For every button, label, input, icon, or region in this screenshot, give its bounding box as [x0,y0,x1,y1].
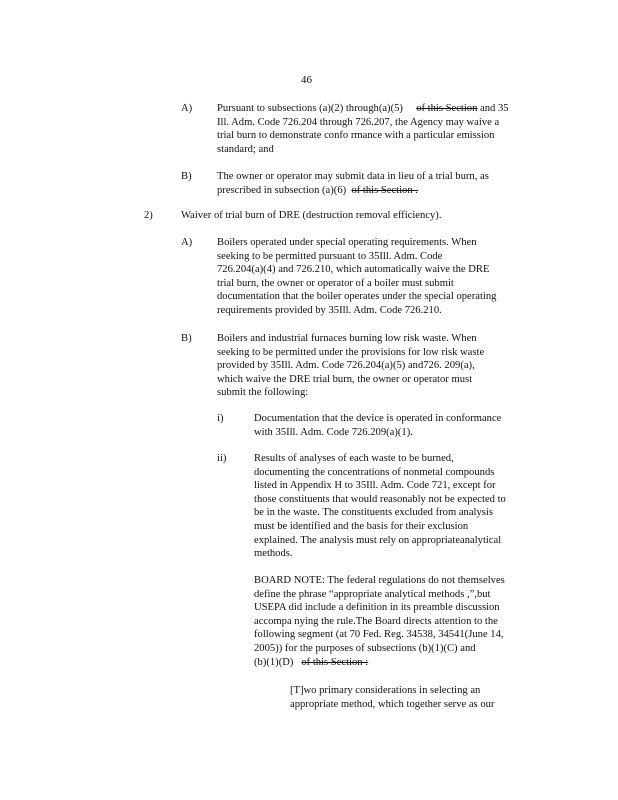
text-line: which waive the DRE trial burn, the owner or operator must [217,373,473,385]
text-line: with 35Ill. Adm. Code 726.209(a)(1). [254,426,413,438]
text-line: 726.204(a)(4) and 726.210, which automatically waive the DRE [217,264,490,276]
text-line: those constituents that would reasonably not be expected to [254,493,506,505]
paragraph-b-low-risk-waste [217,332,529,400]
text-line: Ill. Adm. Code 726.204 through 726.207, the Agency may waive a [217,116,500,128]
struck-text: of this Section : [301,656,369,668]
text-line: requirements provided by 35Ill. Adm. Code 726.210. [217,304,442,316]
heading-waiver-of-dre [181,209,481,223]
text-line: provided by 35Ill. Adm. Code 726.204(a)(5) and726. 209(a), [217,360,475,372]
text-line: Boilers and industrial furnaces burning low risk waste. When [217,333,477,344]
text-line: seeking to be permitted pursuant to 35Ill. Adm. Code [217,250,443,262]
text-line: explained. The analysis must rely on appropriateanalytical [254,534,502,546]
text-line: must be identified and the basis for their exclusion [254,520,469,532]
text-line: The owner or operator may submit data in lieu of a trial burn, as [217,171,489,182]
text-line: submit the following: [217,387,309,399]
paragraph-a-boilers-special [217,236,529,318]
struck-text: of this Section [416,103,478,114]
text-line: accompa nying the rule.The Board directs attention to the [254,615,498,627]
text-line: trial burn, the owner or operator of a boiler must submit [217,277,454,289]
text-line: 2005)) for the purposes of subsections (b)(1)(C) and [254,642,476,654]
paragraph-b-submit-data [217,170,529,197]
paragraph-ii-results-of-analyses [254,452,544,561]
text-line: define the phrase “appropriate analytical methods ,”,but [254,588,491,600]
item-label-a: A) [181,237,193,248]
text-line: BOARD NOTE: The federal regulations do not themselves [254,575,505,586]
text-line: [T]wo primary considerations in selecting an [290,685,481,696]
item-label-b: B) [181,333,192,344]
text-line: Boilers operated under special operating requirements. When [217,237,477,248]
text-line: listed in Appendix H to 35Ill. Adm. Code 721, except for [254,480,496,492]
item-label-ii: ii) [217,453,227,464]
text-line: Results of analyses of each waste to be burned, [254,453,454,464]
text-line: prescribed in subsection (a)(6) of this Section . [217,184,418,196]
board-note [254,574,544,669]
text-line: following segment (at 70 Fed. Reg. 34538, 34541(June 14, [254,629,504,641]
quoted-text [290,684,540,711]
text-line: documentation that the boiler operates under the special operating [217,291,497,303]
struck-text: of this Section . [351,184,418,196]
paragraph-i-documentation [254,412,544,439]
text-line: (b)(1)(D) of this Section : [254,656,369,668]
text-line: standard; and [217,143,274,155]
text-line: Pursuant to subsections (a)(2) through(a)(5) of this Section and 35 [217,103,509,114]
text-line: appropriate method, which together serve as our [290,698,495,710]
item-label-b: B) [181,171,192,182]
item-label-2: 2) [144,210,153,221]
paragraph-a-trial-burn-waiver [217,102,542,156]
text-line: methods. [254,548,293,560]
text-line: Waiver of trial burn of DRE (destruction removal efficiency). [181,210,442,221]
item-label-i: i) [217,413,224,424]
text-line: seeking to be permitted under the provisions for low risk waste [217,346,485,358]
text-line: Documentation that the device is operated in conformance [254,413,502,424]
page-number: 46 [301,74,312,86]
item-label-a: A) [181,103,193,114]
text-line: USEPA did include a definition in its preamble discussion [254,602,500,614]
text-line: documenting the concentrations of nonmetal compounds [254,466,495,478]
text-line: be in the waste. The constituents excluded from analysis [254,507,493,519]
text-line: trial burn to demonstrate confo rmance with a particular emission [217,130,495,142]
